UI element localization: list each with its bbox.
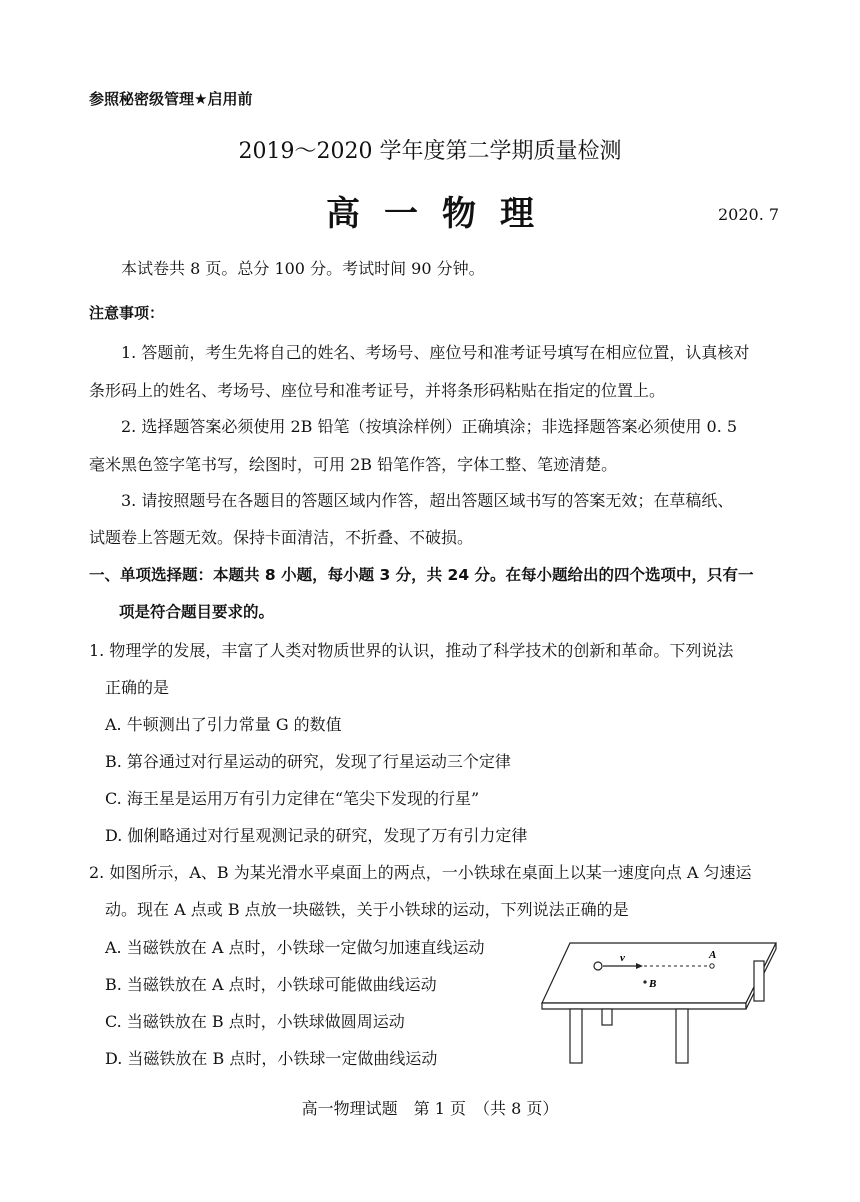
point-b-label: B — [649, 978, 657, 990]
point-a-label: A — [709, 949, 717, 961]
question-1-option-c: C. 海王星是运用万有引力定律在“笔尖下发现的行星” — [105, 789, 480, 808]
notice-heading: 注意事项： — [89, 304, 165, 322]
question-2-stem-line-2: 动。现在 A 点或 B 点放一块磁铁，关于小铁球的运动，下列说法正确的是 — [105, 900, 629, 919]
notice-item-1-line-1: 1. 答题前，考生先将自己的姓名、考场号、座位号和准考证号填写在相应位置，认真核对 — [121, 343, 750, 362]
confidential-label: 参照秘密级管理★启用前 — [89, 90, 253, 108]
exam-date: 2020. 7 — [718, 205, 780, 224]
table-figure — [540, 935, 780, 1070]
table-front-edge — [542, 1003, 746, 1009]
table-leg-back-right — [754, 961, 764, 1001]
exam-title: 2019～2020 学年度第二学期质量检测 — [238, 139, 622, 164]
question-1-stem-line-2: 正确的是 — [105, 678, 170, 697]
page-footer: 高一物理试题 第 1 页 （共 8 页） — [301, 1099, 559, 1118]
notice-item-1-line-2: 条形码上的姓名、考场号、座位号和准考证号，并将条形码粘贴在指定的位置上。 — [89, 381, 666, 400]
question-2-option-b: B. 当磁铁放在 A 点时，小铁球可能做曲线运动 — [105, 975, 437, 994]
section-1-heading-line-2: 项是符合题目要求的。 — [119, 603, 275, 621]
point-b-dot — [643, 980, 646, 983]
table-leg-front-right — [676, 1009, 688, 1063]
notice-item-2-line-1: 2. 选择题答案必须使用 2B 铅笔（按填涂样例）正确填涂；非选择题答案必须使用 0. 5 — [121, 417, 738, 436]
question-2-stem-line-1: 2. 如图所示，A、B 为某光滑水平桌面上的两点，一小铁球在桌面上以某一速度向点 A 匀速运 — [89, 863, 752, 882]
question-1-option-d: D. 伽俐略通过对行星观测记录的研究，发现了万有引力定律 — [105, 826, 528, 845]
question-1-option-a: A. 牛顿测出了引力常量 G 的数值 — [105, 715, 342, 734]
notice-item-2-line-2: 毫米黑色签字笔书写，绘图时，可用 2B 铅笔作答，字体工整、笔迹清楚。 — [89, 455, 618, 474]
question-1-option-b: B. 第谷通过对行星运动的研究，发现了行星运动三个定律 — [105, 752, 511, 771]
velocity-label: v — [620, 952, 625, 964]
section-1-heading-line-1: 一、单项选择题：本题共 8 小题，每小题 3 分，共 24 分。在每小题给出的四个选项中，只有一 — [89, 566, 754, 584]
table-leg-back-left — [602, 1009, 612, 1025]
subject-title: 高一物理 — [326, 194, 558, 234]
question-1-stem-line-1: 1. 物理学的发展，丰富了人类对物质世界的认识，推动了科学技术的创新和革命。下列说法 — [89, 641, 734, 660]
notice-item-3-line-1: 3. 请按照题号在各题目的答题区域内作答，超出答题区域书写的答案无效；在草稿纸、 — [121, 491, 734, 510]
table-leg-front-left — [570, 1009, 582, 1063]
iron-ball — [594, 962, 602, 970]
notice-item-3-line-2: 试题卷上答题无效。保持卡面清洁，不折叠、不破损。 — [89, 528, 474, 547]
table-top — [542, 943, 776, 1003]
question-2-option-d: D. 当磁铁放在 B 点时，小铁球一定做曲线运动 — [105, 1049, 438, 1068]
question-2-option-a: A. 当磁铁放在 A 点时，小铁球一定做匀加速直线运动 — [105, 938, 485, 957]
exam-intro: 本试卷共 8 页。总分 100 分。考试时间 90 分钟。 — [121, 259, 485, 278]
point-a-dot — [710, 964, 714, 968]
question-2-option-c: C. 当磁铁放在 B 点时，小铁球做圆周运动 — [105, 1012, 405, 1031]
